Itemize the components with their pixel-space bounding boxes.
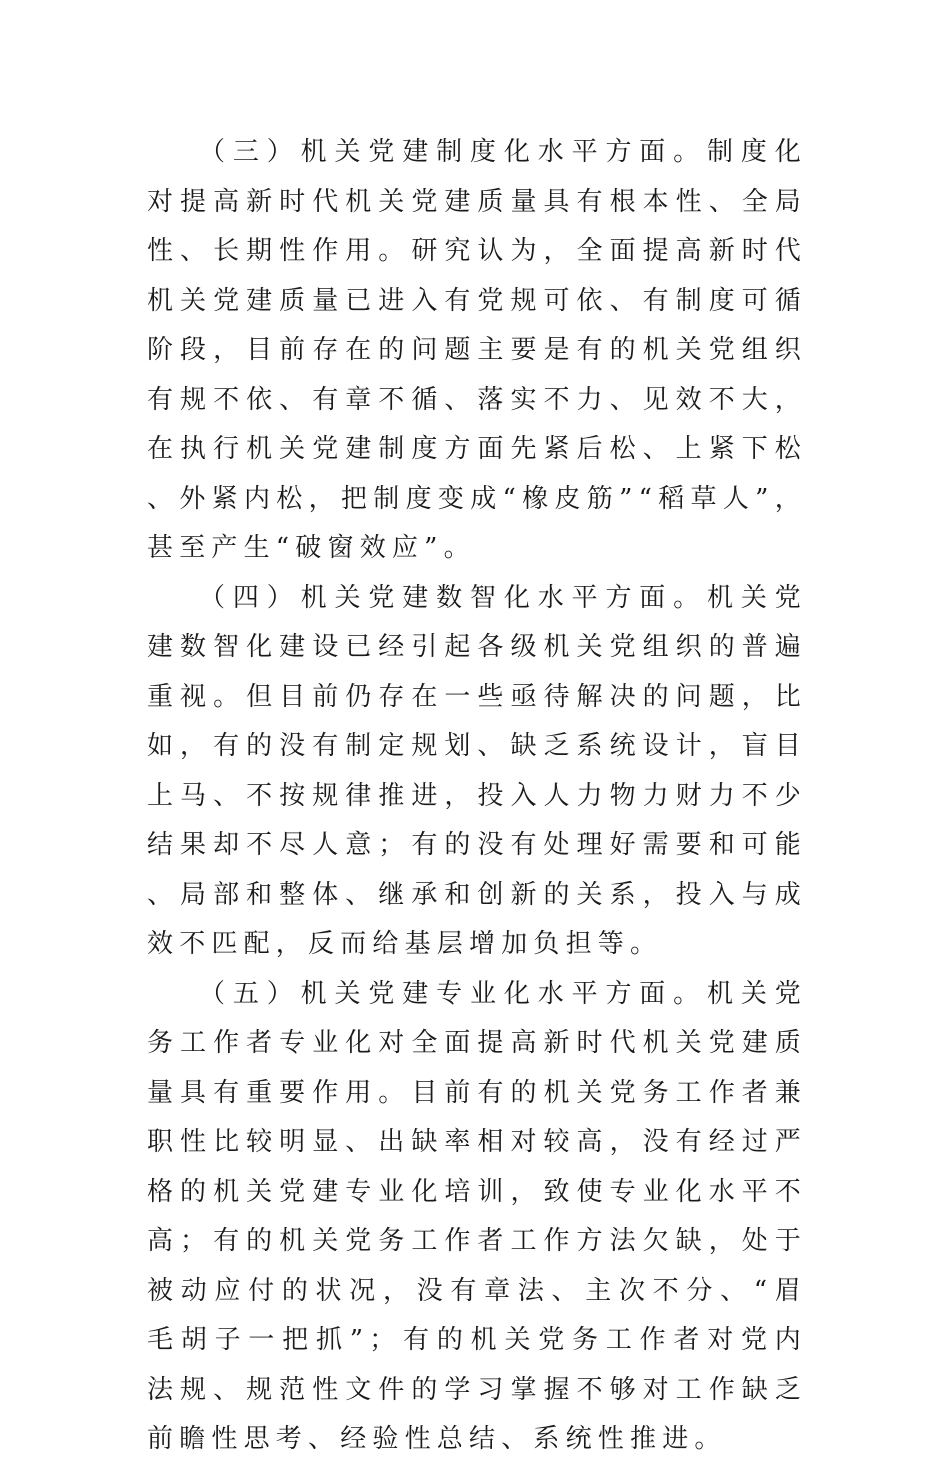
paragraph-professionalization: （五）机关党建专业化水平方面。机关党务工作者专业化对全面提高新时代机关党建质量具有重要作用。目前有的机关党务工作者兼职性比较明显、出缺率相对较高，没有经过严格的机关党建专业化培训，致使专业化水平不高；有的机关党务工作者工作方法欠缺，处于被动应付的状况，没有章法、主次不分、“眉毛胡子一把抓”；有的机关党务工作者对党内法规、规范性文件的学习掌握不够对工作缺乏前瞻性思考、经验性总结、系统性推进。 — [147, 978, 807, 1454]
document-body — [147, 128, 807, 1465]
paragraph-digitalization: （四）机关党建数智化水平方面。机关党建数智化建设已经引起各级机关党组织的普遍重视。但目前仍存在一些亟待解决的问题，比如，有的没有制定规划、缺乏系统设计，盲目上马、不按规律推进，投入人力物力财力不少结果却不尽人意；有的没有处理好需要和可能、局部和整体、继承和创新的关系，投入与成效不匹配，反而给基层增加负担等。 — [147, 582, 807, 959]
paragraph-institutionalization: （三）机关党建制度化水平方面。制度化对提高新时代机关党建质量具有根本性、全局性、长期性作用。研究认为，全面提高新时代机关党建质量已进入有党规可依、有制度可循阶段，目前存在的问题主要是有的机关党组织有规不依、有章不循、落实不力、见效不大，在执行机关党建制度方面先紧后松、上紧下松、外紧内松，把制度变成“橡皮筋”“稻草人”，甚至产生“破窗效应”。 — [147, 137, 807, 563]
